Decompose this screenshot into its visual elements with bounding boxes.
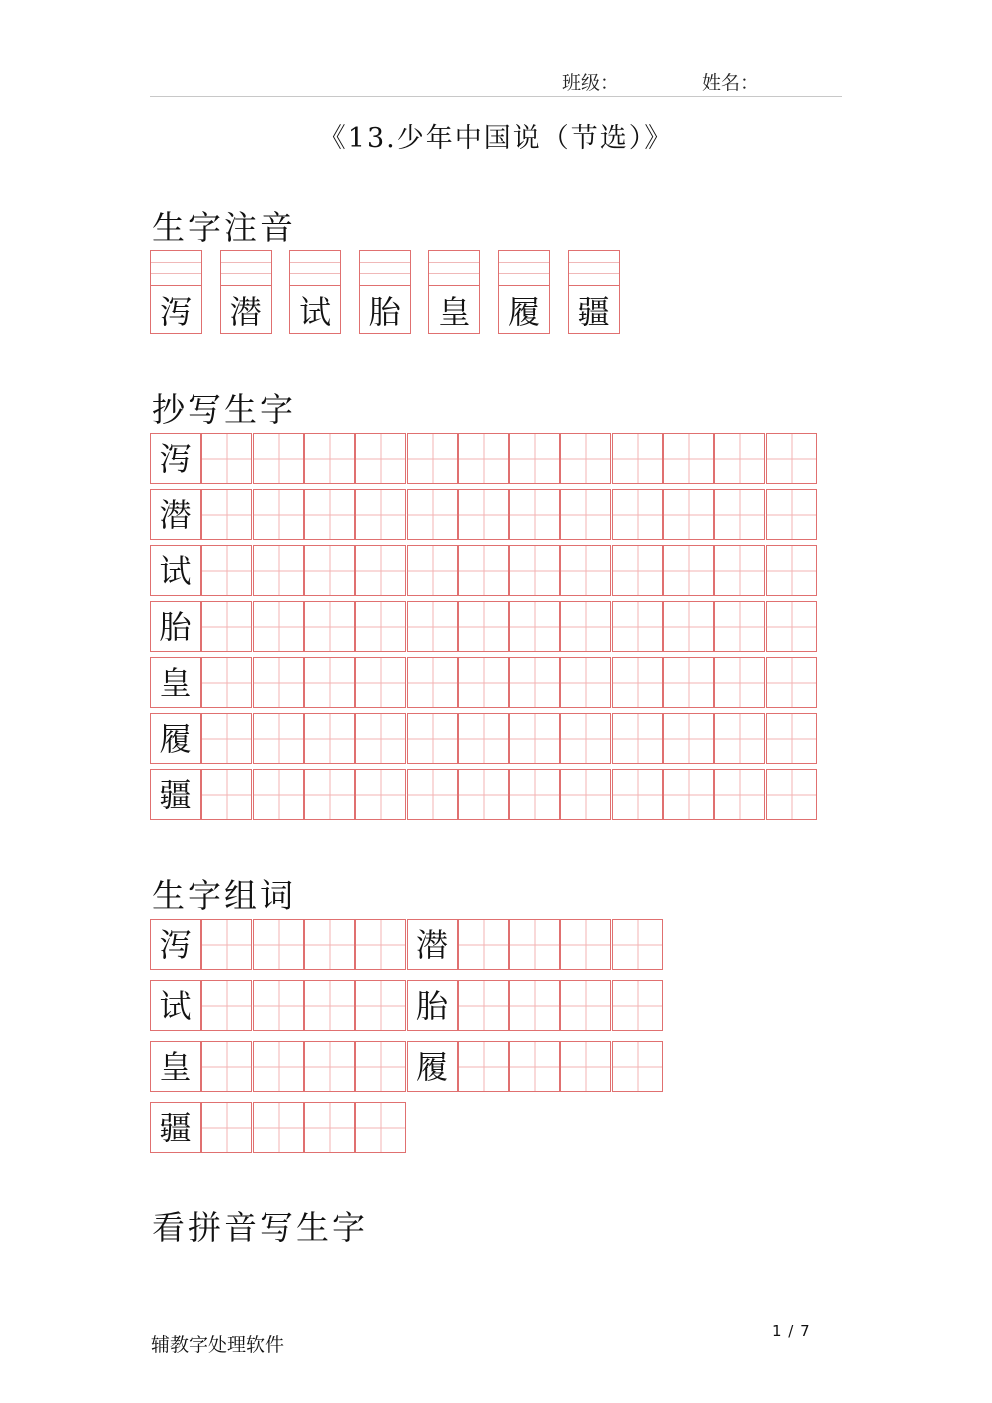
writing-cell[interactable] (714, 433, 765, 484)
pinyin-box[interactable] (150, 250, 202, 285)
annotate-char: 疆 (568, 285, 620, 334)
char-cell (150, 657, 201, 708)
char-cell (150, 489, 201, 540)
writing-cell[interactable] (509, 980, 560, 1031)
writing-cell[interactable] (407, 601, 458, 652)
writing-cell[interactable] (612, 601, 663, 652)
writing-cell[interactable] (355, 657, 406, 708)
writing-cell[interactable] (509, 713, 560, 764)
writing-cell[interactable] (407, 433, 458, 484)
writing-cell[interactable] (407, 489, 458, 540)
page-number: 1 / 7 (772, 1322, 811, 1340)
writing-cell[interactable] (766, 433, 817, 484)
writing-cell[interactable] (355, 1102, 406, 1153)
writing-cell[interactable] (612, 545, 663, 596)
char-cell (407, 980, 458, 1031)
header-divider (150, 96, 842, 97)
pinyin-box[interactable] (568, 250, 620, 285)
writing-cell[interactable] (458, 489, 509, 540)
writing-cell[interactable] (509, 919, 560, 970)
writing-cell[interactable] (355, 769, 406, 820)
char-cell (150, 980, 201, 1031)
writing-cell[interactable] (201, 601, 252, 652)
writing-cell[interactable] (612, 657, 663, 708)
writing-cell[interactable] (458, 433, 509, 484)
writing-cell[interactable] (253, 713, 304, 764)
section-words-title: 生字组词 (152, 876, 296, 915)
writing-cell[interactable] (714, 489, 765, 540)
writing-cell[interactable] (304, 980, 355, 1031)
char-glyph: 胎 (415, 986, 448, 1025)
pinyin-box[interactable] (220, 250, 272, 285)
writing-cell[interactable] (355, 980, 406, 1031)
writing-cell[interactable] (407, 713, 458, 764)
char-glyph: 履 (159, 719, 192, 758)
writing-cell[interactable] (509, 601, 560, 652)
char-glyph: 疆 (159, 1108, 192, 1147)
pinyin-box[interactable] (289, 250, 341, 285)
writing-cell[interactable] (304, 713, 355, 764)
writing-cell[interactable] (304, 545, 355, 596)
writing-cell[interactable] (201, 657, 252, 708)
writing-cell[interactable] (714, 545, 765, 596)
writing-cell[interactable] (304, 489, 355, 540)
writing-cell[interactable] (304, 1041, 355, 1092)
writing-cell[interactable] (509, 769, 560, 820)
writing-cell[interactable] (560, 601, 611, 652)
writing-cell[interactable] (766, 769, 817, 820)
writing-cell[interactable] (201, 1102, 252, 1153)
writing-cell[interactable] (663, 657, 714, 708)
writing-cell[interactable] (663, 489, 714, 540)
char-cell (407, 1041, 458, 1092)
writing-cell[interactable] (253, 919, 304, 970)
writing-cell[interactable] (766, 545, 817, 596)
writing-cell[interactable] (663, 601, 714, 652)
writing-cell[interactable] (253, 769, 304, 820)
writing-cell[interactable] (407, 769, 458, 820)
writing-cell[interactable] (714, 601, 765, 652)
writing-cell[interactable] (458, 657, 509, 708)
annotate-char: 泻 (150, 285, 202, 334)
writing-cell[interactable] (304, 601, 355, 652)
char-cell (150, 713, 201, 764)
writing-cell[interactable] (201, 545, 252, 596)
writing-cell[interactable] (560, 545, 611, 596)
writing-cell[interactable] (304, 657, 355, 708)
writing-cell[interactable] (663, 433, 714, 484)
writing-cell[interactable] (201, 433, 252, 484)
writing-cell[interactable] (766, 657, 817, 708)
char-cell (407, 919, 458, 970)
writing-cell[interactable] (304, 1102, 355, 1153)
writing-cell[interactable] (355, 433, 406, 484)
char-cell (150, 601, 201, 652)
writing-cell[interactable] (304, 919, 355, 970)
annotate-char: 胎 (359, 285, 411, 334)
writing-cell[interactable] (458, 769, 509, 820)
writing-cell[interactable] (663, 545, 714, 596)
annotate-char: 试 (289, 285, 341, 334)
writing-cell[interactable] (253, 1041, 304, 1092)
writing-cell[interactable] (509, 489, 560, 540)
section-annotate-title: 生字注音 (152, 208, 296, 247)
name-label: 姓名： (702, 72, 760, 94)
section-copy-title: 抄写生字 (152, 390, 296, 429)
writing-cell[interactable] (612, 713, 663, 764)
writing-cell[interactable] (560, 657, 611, 708)
writing-cell[interactable] (355, 489, 406, 540)
writing-cell[interactable] (458, 545, 509, 596)
writing-cell[interactable] (509, 545, 560, 596)
char-glyph: 皇 (159, 663, 192, 702)
writing-cell[interactable] (304, 433, 355, 484)
writing-cell[interactable] (201, 769, 252, 820)
writing-cell[interactable] (201, 980, 252, 1031)
writing-cell[interactable] (355, 545, 406, 596)
writing-cell[interactable] (560, 433, 611, 484)
writing-cell[interactable] (201, 919, 252, 970)
writing-cell[interactable] (509, 1041, 560, 1092)
char-cell (150, 1041, 201, 1092)
writing-cell[interactable] (201, 489, 252, 540)
writing-cell[interactable] (458, 919, 509, 970)
char-cell (150, 919, 201, 970)
char-glyph: 皇 (159, 1047, 192, 1086)
writing-cell[interactable] (560, 713, 611, 764)
writing-cell[interactable] (663, 713, 714, 764)
writing-cell[interactable] (253, 1102, 304, 1153)
writing-cell[interactable] (253, 980, 304, 1031)
writing-cell[interactable] (612, 980, 663, 1031)
writing-cell[interactable] (714, 769, 765, 820)
char-glyph: 试 (159, 551, 192, 590)
char-cell (150, 1102, 201, 1153)
writing-cell[interactable] (612, 769, 663, 820)
writing-cell[interactable] (714, 713, 765, 764)
writing-cell[interactable] (407, 545, 458, 596)
class-label: 班级： (562, 72, 620, 94)
writing-cell[interactable] (766, 713, 817, 764)
char-glyph: 泻 (159, 439, 192, 478)
footer-software: 辅教字处理软件 (151, 1334, 285, 1356)
writing-cell[interactable] (612, 433, 663, 484)
char-cell (150, 769, 201, 820)
annotate-char: 潜 (220, 285, 272, 334)
writing-cell[interactable] (509, 433, 560, 484)
annotate-char: 履 (498, 285, 550, 334)
writing-cell[interactable] (560, 769, 611, 820)
writing-cell[interactable] (612, 489, 663, 540)
writing-cell[interactable] (560, 919, 611, 970)
pinyin-box[interactable] (428, 250, 480, 285)
writing-cell[interactable] (458, 980, 509, 1031)
char-cell (150, 545, 201, 596)
writing-cell[interactable] (766, 489, 817, 540)
writing-cell[interactable] (509, 657, 560, 708)
writing-cell[interactable] (201, 1041, 252, 1092)
char-glyph: 试 (159, 986, 192, 1025)
writing-cell[interactable] (355, 601, 406, 652)
writing-cell[interactable] (612, 1041, 663, 1092)
writing-cell[interactable] (253, 601, 304, 652)
writing-cell[interactable] (458, 1041, 509, 1092)
char-glyph: 泻 (159, 925, 192, 964)
char-glyph: 履 (415, 1047, 448, 1086)
writing-cell[interactable] (560, 1041, 611, 1092)
char-glyph: 胎 (159, 607, 192, 646)
section-pinyin-title: 看拼音写生字 (152, 1208, 368, 1247)
writing-cell[interactable] (560, 489, 611, 540)
writing-cell[interactable] (458, 601, 509, 652)
pinyin-box[interactable] (359, 250, 411, 285)
page-title: 《13.少年中国说（节选）》 (318, 123, 674, 154)
char-cell (150, 433, 201, 484)
writing-cell[interactable] (714, 657, 765, 708)
annotate-char: 皇 (428, 285, 480, 334)
writing-cell[interactable] (612, 919, 663, 970)
writing-cell[interactable] (458, 713, 509, 764)
writing-cell[interactable] (560, 980, 611, 1031)
writing-cell[interactable] (355, 919, 406, 970)
writing-cell[interactable] (766, 601, 817, 652)
writing-cell[interactable] (253, 657, 304, 708)
pinyin-box[interactable] (498, 250, 550, 285)
writing-cell[interactable] (304, 769, 355, 820)
writing-cell[interactable] (355, 713, 406, 764)
writing-cell[interactable] (201, 713, 252, 764)
writing-cell[interactable] (253, 489, 304, 540)
char-glyph: 潜 (415, 925, 448, 964)
char-glyph: 疆 (159, 775, 192, 814)
writing-cell[interactable] (355, 1041, 406, 1092)
writing-cell[interactable] (407, 657, 458, 708)
writing-cell[interactable] (663, 769, 714, 820)
writing-cell[interactable] (253, 545, 304, 596)
writing-cell[interactable] (253, 433, 304, 484)
char-glyph: 潜 (159, 495, 192, 534)
